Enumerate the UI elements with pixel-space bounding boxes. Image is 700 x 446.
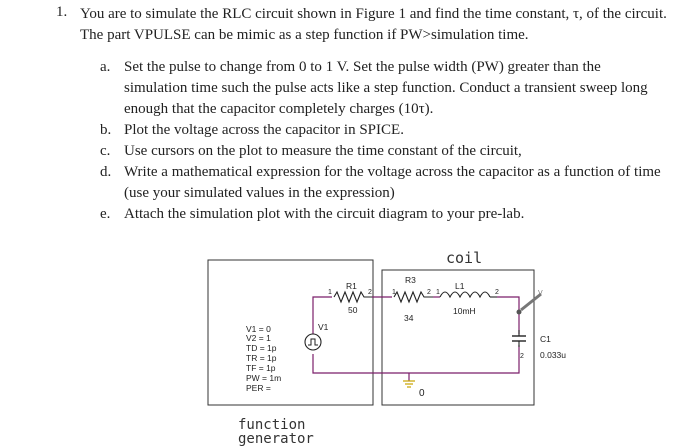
item-letter: a. xyxy=(100,59,111,75)
item-letter: b. xyxy=(100,122,112,138)
c1-name: C1 xyxy=(540,334,551,344)
c1-pin2: 2 xyxy=(520,353,524,360)
wire-return xyxy=(313,345,519,373)
r1-name: R1 xyxy=(346,281,357,291)
function-label-line2: generator xyxy=(238,431,314,446)
wire-l1-to-c1 xyxy=(497,297,519,334)
l1-pin2: 2 xyxy=(495,289,499,296)
ground-label: 0 xyxy=(419,388,425,399)
coil-label: coil xyxy=(446,249,483,267)
r3-name: R3 xyxy=(405,275,416,285)
item-letter: e. xyxy=(100,206,111,222)
item-text: Plot the voltage across the capacitor in SPICE. xyxy=(124,122,404,138)
r3-value: 34 xyxy=(404,313,414,323)
r1-pin1: 1 xyxy=(328,289,332,296)
v1-source-symbol xyxy=(305,334,321,350)
item-text: Attach the simulation plot with the circuit diagram to your pre-lab. xyxy=(124,206,525,222)
wires xyxy=(313,297,519,381)
ground-icon xyxy=(403,381,415,387)
function-label-line1: function xyxy=(238,417,306,433)
l1-pin1: 1 xyxy=(436,289,440,296)
item-text: Use cursors on the plot to measure the time constant of the circuit, xyxy=(124,143,522,159)
item-letter: c. xyxy=(100,143,111,159)
r1-value: 50 xyxy=(348,305,358,315)
probe-label: V xyxy=(538,290,543,297)
question-intro: You are to simulate the RLC circuit shown in Figure 1 and find the time constant, τ, of the circuit. The part VPULSE can be mimic as a step function if PW>simulation time. xyxy=(80,6,667,43)
r3-pin1: 1 xyxy=(392,289,396,296)
param-line: TR = 1p xyxy=(246,353,277,363)
param-line: V1 = 0 xyxy=(246,324,271,334)
l1-name: L1 xyxy=(455,281,465,291)
question-number: 1. xyxy=(56,4,68,20)
c1-value: 0.033u xyxy=(540,350,566,360)
r3-pin2: 2 xyxy=(427,289,431,296)
v1-name: V1 xyxy=(318,322,329,332)
item-letter: d. xyxy=(100,164,112,180)
l1-value: 10mH xyxy=(453,306,476,316)
param-line: TF = 1p xyxy=(246,363,276,373)
r1-resistor-symbol xyxy=(334,292,372,302)
l1-inductor-symbol xyxy=(440,292,490,297)
param-line: PER = xyxy=(246,383,271,393)
vpulse-params xyxy=(246,324,281,393)
param-line: V2 = 1 xyxy=(246,333,271,343)
r1-pin2: 2 xyxy=(368,289,372,296)
item-text: Set the pulse to change from 0 to 1 V. Set the pulse width (PW) greater than the simulation time such the pulse acts like a step function. Conduct a transient sweep long enough that the capacitor completely charges (10τ). xyxy=(124,59,648,117)
item-text: Write a mathematical expression for the voltage across the capacitor as a function of time (use your simulated values in the expression) xyxy=(124,164,661,201)
param-line: PW = 1m xyxy=(246,373,282,383)
param-line: TD = 1p xyxy=(246,343,277,353)
voltage-probe-icon xyxy=(517,294,542,315)
